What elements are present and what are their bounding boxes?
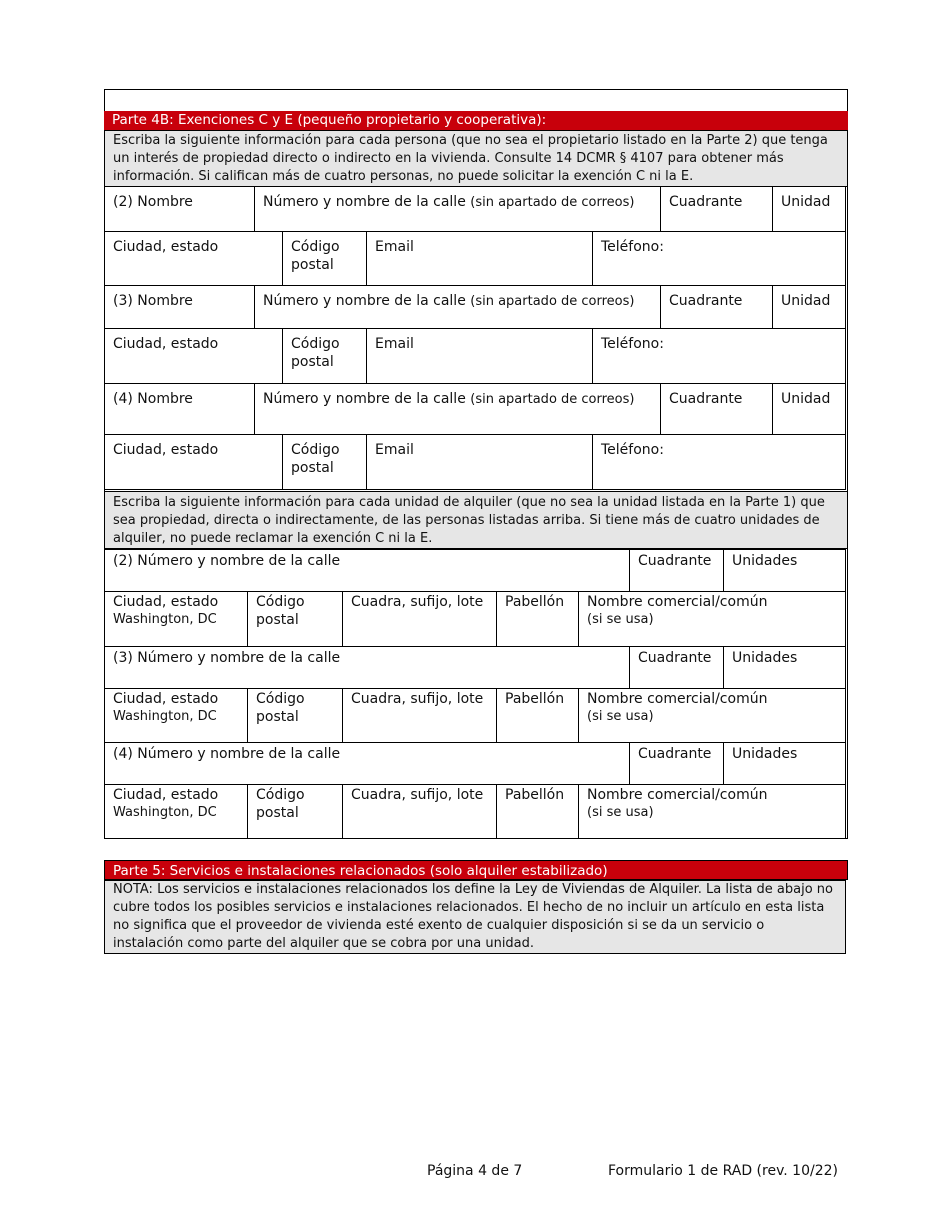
person-3-phone-field[interactable]: Teléfono: <box>592 328 846 384</box>
person-2-unit-field[interactable]: Unidad <box>772 186 846 232</box>
street-label: Número y nombre de la calle <box>263 391 466 407</box>
unit-3-block-field[interactable]: Cuadra, sufijo, lote <box>342 688 497 743</box>
unit-3-units-field[interactable]: Unidades <box>723 646 846 689</box>
unit-4-city-field[interactable] <box>104 784 248 839</box>
rental-units-instructions: Escriba la siguiente información para cada unidad de alquiler (que no sea la unidad listada en la Parte 1) que sea propiedad, directa o indirectamente, de las personas listadas arriba. Si tiene más de cuatro unidades de alquiler, no puede reclamar la exención C ni la E. <box>104 491 848 549</box>
business-name-label: Nombre comercial/común <box>587 787 768 803</box>
unit-3-ward-field[interactable]: Pabellón <box>496 688 579 743</box>
business-name-note: (si se usa) <box>587 709 654 724</box>
city-label: Ciudad, estado <box>113 787 219 803</box>
part-5-title: Parte 5: Servicios e instalaciones relacionados (solo alquiler estabilizado) <box>104 860 848 880</box>
city-label: Ciudad, estado <box>113 691 219 707</box>
person-4-city-field[interactable]: Ciudad, estado <box>104 434 283 490</box>
business-name-note: (si se usa) <box>587 805 654 820</box>
business-name-note: (si se usa) <box>587 612 654 627</box>
unit-4-units-field[interactable]: Unidades <box>723 742 846 785</box>
person-3-zip-field[interactable]: Código postal <box>282 328 367 384</box>
business-name-label: Nombre comercial/común <box>587 691 768 707</box>
person-4-zip-field[interactable]: Código postal <box>282 434 367 490</box>
street-note: (sin apartado de correos) <box>470 294 635 309</box>
person-2-city-field[interactable]: Ciudad, estado <box>104 231 283 286</box>
person-3-quadrant-field[interactable]: Cuadrante <box>660 285 773 329</box>
unit-2-city-field[interactable] <box>104 591 248 647</box>
unit-2-quadrant-field[interactable]: Cuadrante <box>629 549 724 592</box>
unit-3-zip-field[interactable]: Código postal <box>247 688 343 743</box>
unit-4-ward-field[interactable]: Pabellón <box>496 784 579 839</box>
unit-4-zip-field[interactable]: Código postal <box>247 784 343 839</box>
part-5-note: NOTA: Los servicios e instalaciones relacionados los define la Ley de Viviendas de Alquiler. La lista de abajo no cubre todos los posibles servicios e instalaciones relacionados. El hecho de no incluir un artículo en esta lista no significa que el proveedor de vivienda esté exento de cualquier disposición si se da un servicio o instalación como parte del alquiler que se cobra por una unidad. <box>104 880 846 954</box>
city-label: Ciudad, estado <box>113 594 219 610</box>
unit-3-quadrant-field[interactable]: Cuadrante <box>629 646 724 689</box>
unit-4-quadrant-field[interactable]: Cuadrante <box>629 742 724 785</box>
person-2-street-field[interactable] <box>254 186 661 232</box>
person-2-phone-field[interactable]: Teléfono: <box>592 231 846 286</box>
person-3-city-field[interactable]: Ciudad, estado <box>104 328 283 384</box>
unit-2-block-field[interactable]: Cuadra, sufijo, lote <box>342 591 497 647</box>
person-4-street-field[interactable] <box>254 383 661 435</box>
part-4b-instructions: Escriba la siguiente información para cada persona (que no sea el propietario listado en la Parte 2) que tenga un interés de propiedad directo o indirecto en la vivienda. Consulte 14 DCMR § 4107 para obtener más información. Si califican más de cuatro personas, no puede solicitar la exención C ni la E. <box>104 130 848 187</box>
street-label: Número y nombre de la calle <box>263 293 466 309</box>
person-3-email-field[interactable]: Email <box>366 328 593 384</box>
unit-2-ward-field[interactable]: Pabellón <box>496 591 579 647</box>
form-id: Formulario 1 de RAD (rev. 10/22) <box>608 1163 838 1179</box>
unit-3-city-field[interactable] <box>104 688 248 743</box>
person-3-street-field[interactable] <box>254 285 661 329</box>
unit-4-block-field[interactable]: Cuadra, sufijo, lote <box>342 784 497 839</box>
unit-4-business-name-field[interactable] <box>578 784 846 839</box>
city-value: Washington, DC <box>113 709 217 724</box>
city-value: Washington, DC <box>113 612 217 627</box>
person-2-quadrant-field[interactable]: Cuadrante <box>660 186 773 232</box>
unit-2-street-field[interactable]: (2) Número y nombre de la calle <box>104 549 630 592</box>
person-4-email-field[interactable]: Email <box>366 434 593 490</box>
person-3-name-field[interactable]: (3) Nombre <box>104 285 255 329</box>
business-name-label: Nombre comercial/común <box>587 594 768 610</box>
street-label: Número y nombre de la calle <box>263 194 466 210</box>
street-note: (sin apartado de correos) <box>470 392 635 407</box>
city-value: Washington, DC <box>113 805 217 820</box>
person-3-unit-field[interactable]: Unidad <box>772 285 846 329</box>
person-2-email-field[interactable]: Email <box>366 231 593 286</box>
part-4b-title: Parte 4B: Exenciones C y E (pequeño propietario y cooperativa): <box>104 111 848 130</box>
unit-4-street-field[interactable]: (4) Número y nombre de la calle <box>104 742 630 785</box>
person-4-name-field[interactable]: (4) Nombre <box>104 383 255 435</box>
person-4-unit-field[interactable]: Unidad <box>772 383 846 435</box>
person-2-name-field[interactable]: (2) Nombre <box>104 186 255 232</box>
person-4-quadrant-field[interactable]: Cuadrante <box>660 383 773 435</box>
street-note: (sin apartado de correos) <box>470 195 635 210</box>
unit-2-business-name-field[interactable] <box>578 591 846 647</box>
unit-2-zip-field[interactable]: Código postal <box>247 591 343 647</box>
person-2-zip-field[interactable]: Código postal <box>282 231 367 286</box>
person-4-phone-field[interactable]: Teléfono: <box>592 434 846 490</box>
unit-3-business-name-field[interactable] <box>578 688 846 743</box>
unit-2-units-field[interactable]: Unidades <box>723 549 846 592</box>
unit-3-street-field[interactable]: (3) Número y nombre de la calle <box>104 646 630 689</box>
page-number: Página 4 de 7 <box>427 1163 523 1179</box>
